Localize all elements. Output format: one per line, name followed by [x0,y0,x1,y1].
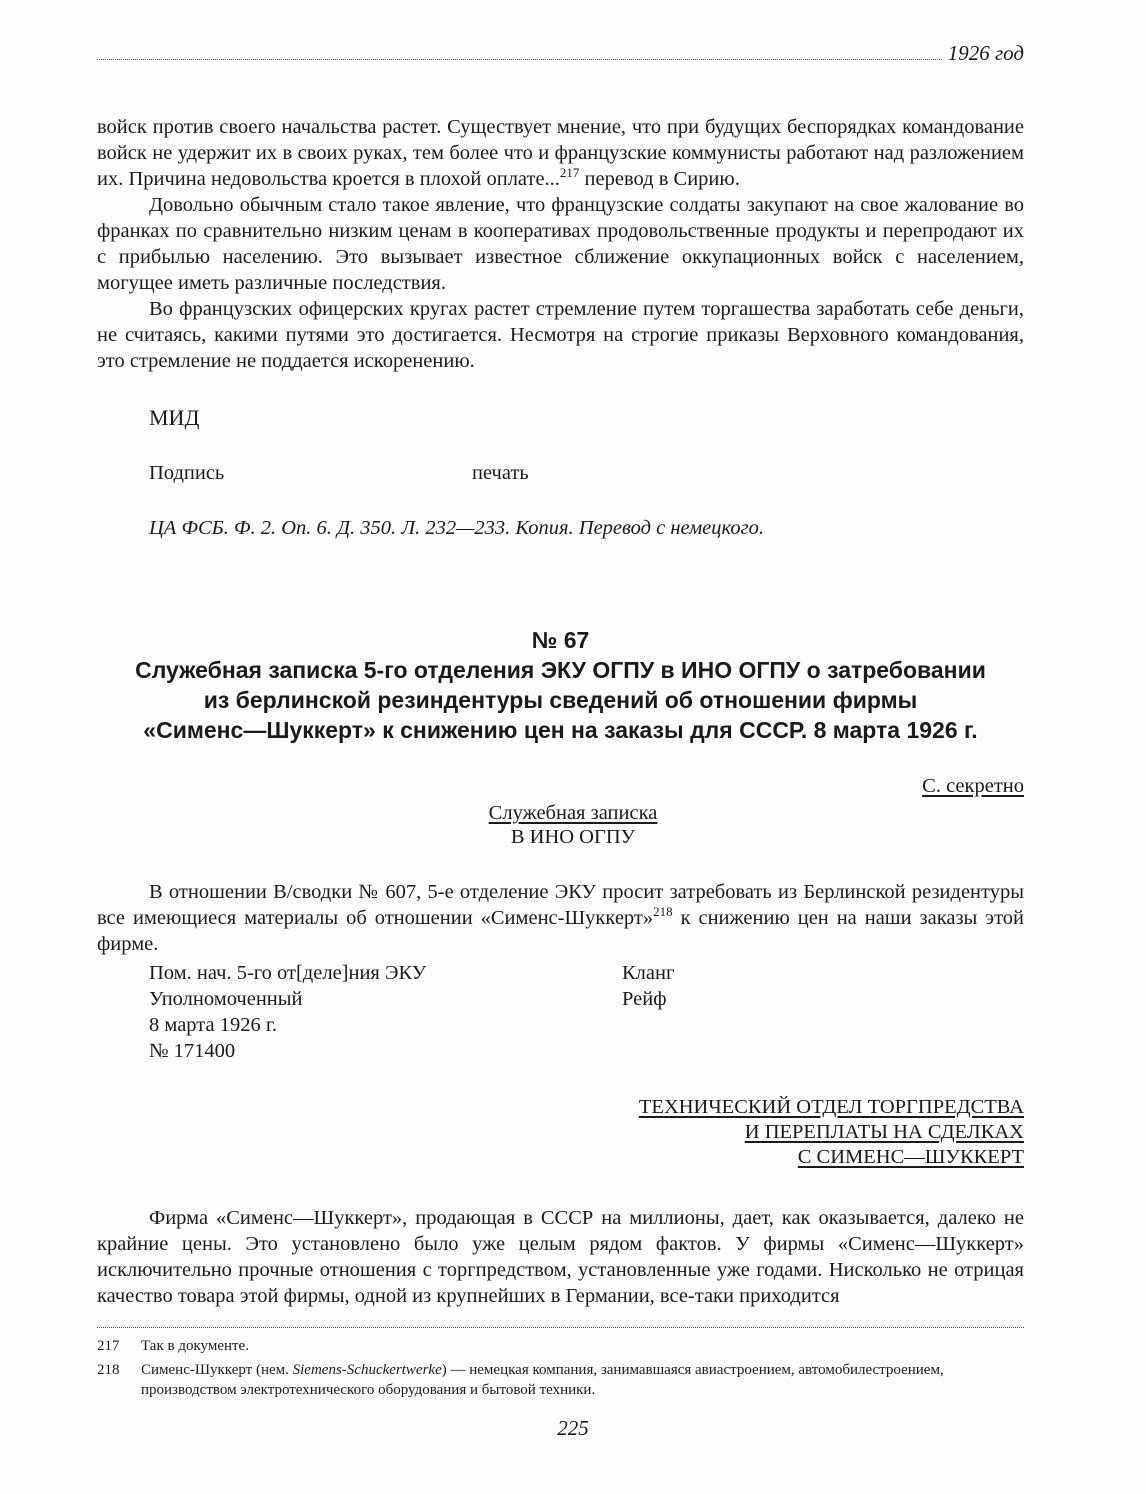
signature-org: МИД [149,405,200,430]
memo-reg-number: № 171400 [149,1040,236,1062]
signer-name-1: Кланг [622,962,675,984]
memo-date: 8 марта 1926 г. [149,1014,278,1036]
attachment-heading [639,1095,1024,1170]
memo-addressee: В ИНО ОГПУ [510,826,636,848]
document-title-line-3: «Сименс—Шуккерт» к снижению цен на заказы для СССР. 8 марта 1926 г. [143,717,978,743]
signer-role-1: Пом. нач. 5-го от[деле]ния ЭКУ [149,962,427,984]
attachment-paragraph: Фирма «Сименс—Шуккерт», продающая в СССР на миллионы, дает, как оказывается, далеко не крайние цены. Это установлено было уже целым рядом фактов. У фирмы «Сименс—Шуккерт» исключительно прочные отношения с торгпредством, установленные уже годами. Нисколько не отрицая качество товара этой фирмы, одной из крупнейших в Германии, все-таки приходится [97,1207,1024,1307]
signature-sign: Подпись [149,462,225,484]
footnote-rule [97,1327,1024,1328]
memo-label: Служебная записка [488,802,658,824]
footnote-text: Так в документе. [141,1338,249,1354]
attachment-heading-line-3: С СИМЕНС—ШУККЕРТ [797,1146,1024,1168]
header-year: 1926 год [947,41,1024,65]
memo-body [97,879,1024,957]
attachment-text [97,1205,1024,1309]
footnotes [97,1336,1024,1404]
memo-paragraph: В отношении В/сводки № 607, 5-е отделение ЭКУ просит затребовать из Берлинской резидентуры все имеющиеся материалы об отношении «Сименс-Шуккерт»$^{218}$ к снижению цен на наши заказы этой фирме. [97,881,1024,955]
document-heading [97,625,1024,745]
footnote-218 [97,1360,1024,1400]
footnote-number: 218 [97,1362,120,1378]
document-title-line-2: из берлинской резиндентуры сведений об отношении фирмы [203,687,918,713]
archive-reference: ЦА ФСБ. Ф. 2. Оп. 6. Д. 350. Л. 232—233. Копия. Перевод с немецкого. [149,517,764,539]
paragraph-3: Во французских офицерских кругах растет стремление путем торгашества заработать себе деньги, не считаясь, какими путями это достигается. Несмотря на строгие приказы Верховного командования, это стремление не поддается искоренению. [97,298,1024,372]
footnote-217 [97,1336,1024,1356]
paragraph-2: Довольно обычным стало такое явление, что французские солдаты закупают на свое жалование во франках по сравнительно низким ценам в кооперативах продовольственные продукты и перепродают их с прибылью населению. Это вызывает известное сближение оккупационных войск с населением, могущее иметь различные последствия. [97,194,1024,294]
attachment-heading-line-1: ТЕХНИЧЕСКИЙ ОТДЕЛ ТОРГПРЕДСТВА [638,1096,1024,1118]
document-title-line-1: Служебная записка 5-го отделения ЭКУ ОГПУ в ИНО ОГПУ о затребовании [135,657,986,683]
running-header [97,40,1024,66]
signer-name-2: Рейф [622,988,667,1010]
page-number: 225 [557,1416,589,1440]
signature-seal: печать [472,462,529,484]
memo-label-wrap [0,800,1146,826]
paragraph-1: войск против своего начальства растет. Существует мнение, что при будущих беспорядках командование войск не удержит их в своих руках, тем более что и французские коммунисты работают над разложением их. Причина недовольства кроется в плохой оплате...$^{217}$ перевод в Сирию. [97,116,1024,190]
continuation-text [97,114,1024,374]
header-rule [97,59,942,60]
classification-mark: С. секретно [922,775,1024,797]
attachment-heading-line-2: И ПЕРЕПЛАТЫ НА СДЕЛКАХ [744,1121,1024,1143]
document-number: № 67 [531,627,590,653]
footnote-text: Сименс-Шуккерт (нем. Siemens-Schuckertwerke) — немецкая компания, занимавшаяся авиастроением, автомобилестроением, производством электротехнического оборудования и бытовой техники. [141,1362,944,1398]
footnote-number: 217 [97,1338,120,1354]
signer-role-2: Уполномоченный [149,988,303,1010]
